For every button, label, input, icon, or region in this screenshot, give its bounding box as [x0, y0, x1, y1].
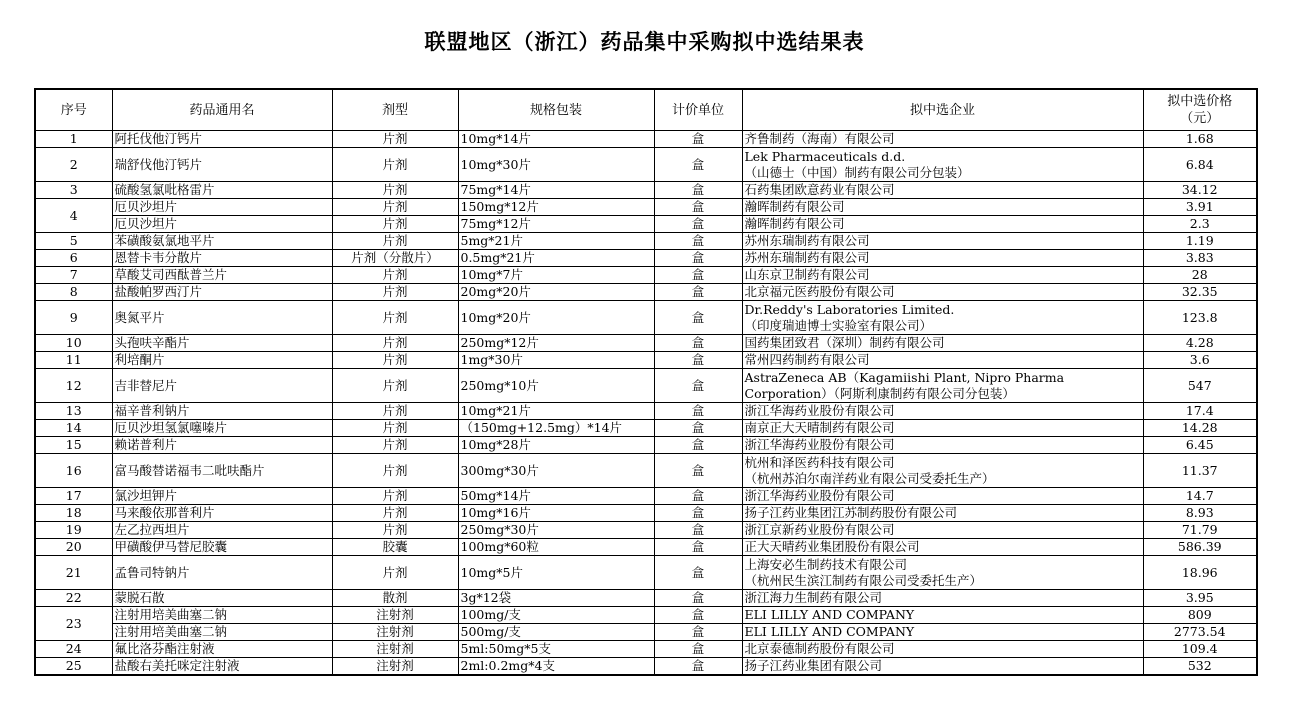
cell-price: 14.7 [1143, 488, 1257, 505]
company-line: 浙江华海药业股份有限公司 [744, 488, 895, 503]
cell-unit: 盒 [654, 539, 742, 556]
cell-unit: 盒 [654, 284, 742, 301]
cell-form: 注射剂 [332, 658, 458, 676]
cell-drug-name: 孟鲁司特钠片 [112, 556, 332, 590]
cell-unit: 盒 [654, 131, 742, 148]
cell-seq: 19 [35, 522, 112, 539]
table-row [35, 250, 1257, 267]
cell-unit: 盒 [654, 216, 742, 233]
cell-unit: 盒 [654, 658, 742, 676]
cell-price: 3.6 [1143, 352, 1257, 369]
cell-unit: 盒 [654, 301, 742, 335]
cell-company [742, 539, 1143, 556]
cell-form: 片剂 [332, 488, 458, 505]
cell-seq: 24 [35, 641, 112, 658]
table-row [35, 352, 1257, 369]
company-line: 常州四药制药有限公司 [744, 352, 870, 367]
cell-form: 片剂 [332, 267, 458, 284]
cell-spec: 1mg*30片 [458, 352, 654, 369]
cell-spec: 3g*12袋 [458, 590, 654, 607]
table-row [35, 556, 1257, 590]
cell-unit: 盒 [654, 624, 742, 641]
header-price-line2: （元） [1180, 111, 1220, 126]
cell-drug-name: 氟比洛芬酯注射液 [112, 641, 332, 658]
cell-seq: 2 [35, 148, 112, 182]
cell-company [742, 488, 1143, 505]
cell-spec: 20mg*20片 [458, 284, 654, 301]
cell-company [742, 522, 1143, 539]
cell-unit: 盒 [654, 505, 742, 522]
cell-spec: 250mg*12片 [458, 335, 654, 352]
cell-spec: 500mg/支 [458, 624, 654, 641]
table-row [35, 284, 1257, 301]
cell-seq: 21 [35, 556, 112, 590]
company-line: 齐鲁制药（海南）有限公司 [744, 131, 895, 146]
cell-price: 6.84 [1143, 148, 1257, 182]
cell-company [742, 420, 1143, 437]
cell-company [742, 624, 1143, 641]
cell-price: 1.68 [1143, 131, 1257, 148]
cell-price: 28 [1143, 267, 1257, 284]
table-row [35, 335, 1257, 352]
header-form: 剂型 [332, 89, 458, 131]
cell-seq: 13 [35, 403, 112, 420]
cell-drug-name: 注射用培美曲塞二钠 [112, 607, 332, 624]
cell-form: 片剂 [332, 199, 458, 216]
table-row [35, 131, 1257, 148]
table-row [35, 488, 1257, 505]
cell-form: 片剂 [332, 454, 458, 488]
cell-company [742, 267, 1143, 284]
company-line: 南京正大天晴制药有限公司 [744, 420, 895, 435]
cell-drug-name: 草酸艾司西酞普兰片 [112, 267, 332, 284]
cell-form: 注射剂 [332, 641, 458, 658]
table-row [35, 658, 1257, 676]
cell-drug-name: 厄贝沙坦氢氯噻嗪片 [112, 420, 332, 437]
cell-company [742, 658, 1143, 676]
cell-spec: 250mg*10片 [458, 369, 654, 403]
cell-spec: （150mg+12.5mg）*14片 [458, 420, 654, 437]
header-seq: 序号 [35, 89, 112, 131]
table-row [35, 148, 1257, 182]
cell-price: 109.4 [1143, 641, 1257, 658]
cell-drug-name: 吉非替尼片 [112, 369, 332, 403]
cell-spec: 5mg*21片 [458, 233, 654, 250]
cell-seq: 7 [35, 267, 112, 284]
cell-drug-name: 阿托伐他汀钙片 [112, 131, 332, 148]
cell-form: 片剂 [332, 148, 458, 182]
cell-drug-name: 苯磺酸氨氯地平片 [112, 233, 332, 250]
company-line: 瀚晖制药有限公司 [744, 199, 845, 214]
company-line: 苏州东瑞制药有限公司 [744, 250, 870, 265]
company-line: 北京泰德制药股份有限公司 [744, 641, 895, 656]
cell-price: 1.19 [1143, 233, 1257, 250]
cell-form: 片剂 [332, 131, 458, 148]
cell-drug-name: 盐酸帕罗西汀片 [112, 284, 332, 301]
cell-company [742, 335, 1143, 352]
header-price [1143, 89, 1257, 131]
table-row [35, 641, 1257, 658]
results-table [34, 88, 1258, 676]
company-line: 扬子江药业集团有限公司 [744, 658, 883, 673]
cell-form: 片剂 [332, 233, 458, 250]
company-line: 浙江华海药业股份有限公司 [744, 437, 895, 452]
cell-price: 123.8 [1143, 301, 1257, 335]
table-row [35, 216, 1257, 233]
cell-seq: 12 [35, 369, 112, 403]
cell-form: 片剂 [332, 301, 458, 335]
company-line: 扬子江药业集团江苏制药股份有限公司 [744, 505, 958, 520]
cell-company [742, 590, 1143, 607]
company-line: 苏州东瑞制药有限公司 [744, 233, 870, 248]
cell-spec: 10mg*20片 [458, 301, 654, 335]
cell-price: 4.28 [1143, 335, 1257, 352]
cell-unit: 盒 [654, 267, 742, 284]
cell-unit: 盒 [654, 403, 742, 420]
cell-drug-name: 左乙拉西坦片 [112, 522, 332, 539]
company-line-2: （山德士（中国）制药有限公司分包装） [744, 164, 970, 180]
company-line: ELI LILLY AND COMPANY [744, 607, 915, 622]
company-line: Lek Pharmaceuticals d.d. [744, 148, 906, 164]
cell-spec: 100mg/支 [458, 607, 654, 624]
cell-spec: 0.5mg*21片 [458, 250, 654, 267]
cell-unit: 盒 [654, 420, 742, 437]
company-line: Dr.Reddy's Laboratories Limited. [744, 301, 955, 317]
cell-price: 3.83 [1143, 250, 1257, 267]
cell-company [742, 641, 1143, 658]
cell-unit: 盒 [654, 199, 742, 216]
company-line: 浙江京新药业股份有限公司 [744, 522, 895, 537]
cell-drug-name: 厄贝沙坦片 [112, 199, 332, 216]
header-company: 拟中选企业 [742, 89, 1143, 131]
cell-form: 片剂 [332, 335, 458, 352]
cell-seq: 15 [35, 437, 112, 454]
cell-unit: 盒 [654, 437, 742, 454]
company-line-2: （印度瑞迪博士实验室有限公司） [744, 317, 933, 333]
company-line: ELI LILLY AND COMPANY [744, 624, 915, 639]
cell-seq: 9 [35, 301, 112, 335]
cell-price: 3.95 [1143, 590, 1257, 607]
cell-form: 注射剂 [332, 624, 458, 641]
company-line: 山东京卫制药有限公司 [744, 267, 870, 282]
cell-seq: 18 [35, 505, 112, 522]
table-row [35, 403, 1257, 420]
cell-spec: 150mg*12片 [458, 199, 654, 216]
cell-unit: 盒 [654, 488, 742, 505]
cell-drug-name: 蒙脱石散 [112, 590, 332, 607]
table-row [35, 420, 1257, 437]
cell-company [742, 233, 1143, 250]
cell-drug-name: 奥氮平片 [112, 301, 332, 335]
table-row [35, 505, 1257, 522]
cell-company [742, 199, 1143, 216]
cell-drug-name: 富马酸替诺福韦二吡呋酯片 [112, 454, 332, 488]
table-row [35, 182, 1257, 199]
cell-drug-name: 瑞舒伐他汀钙片 [112, 148, 332, 182]
cell-company [742, 216, 1143, 233]
cell-unit: 盒 [654, 590, 742, 607]
cell-spec: 100mg*60粒 [458, 539, 654, 556]
company-line: 北京福元医药股份有限公司 [744, 284, 895, 299]
company-line: 国药集团致君（深圳）制药有限公司 [744, 335, 945, 350]
cell-spec: 10mg*14片 [458, 131, 654, 148]
table-row [35, 624, 1257, 641]
cell-drug-name: 注射用培美曲塞二钠 [112, 624, 332, 641]
cell-form: 片剂 [332, 216, 458, 233]
cell-seq: 11 [35, 352, 112, 369]
cell-form: 胶囊 [332, 539, 458, 556]
header-unit: 计价单位 [654, 89, 742, 131]
cell-drug-name: 硫酸氢氯吡格雷片 [112, 182, 332, 199]
table-row [35, 607, 1257, 624]
header-price-line1: 拟中选价格 [1167, 94, 1233, 109]
table-body [35, 131, 1257, 676]
table-row [35, 233, 1257, 250]
cell-price: 18.96 [1143, 556, 1257, 590]
table-header-row [35, 89, 1257, 131]
cell-seq: 14 [35, 420, 112, 437]
cell-form: 散剂 [332, 590, 458, 607]
cell-price: 34.12 [1143, 182, 1257, 199]
cell-seq: 22 [35, 590, 112, 607]
cell-price: 71.79 [1143, 522, 1257, 539]
cell-company [742, 403, 1143, 420]
cell-price: 11.37 [1143, 454, 1257, 488]
cell-unit: 盒 [654, 148, 742, 182]
cell-form: 片剂 [332, 420, 458, 437]
cell-seq: 4 [35, 199, 112, 233]
table-row [35, 199, 1257, 216]
company-line: 浙江华海药业股份有限公司 [744, 403, 895, 418]
cell-company [742, 352, 1143, 369]
cell-unit: 盒 [654, 522, 742, 539]
cell-unit: 盒 [654, 607, 742, 624]
cell-spec: 75mg*14片 [458, 182, 654, 199]
cell-drug-name: 氯沙坦钾片 [112, 488, 332, 505]
cell-seq: 5 [35, 233, 112, 250]
cell-seq: 23 [35, 607, 112, 641]
cell-price: 586.39 [1143, 539, 1257, 556]
cell-price: 809 [1143, 607, 1257, 624]
cell-form: 片剂（分散片） [332, 250, 458, 267]
cell-spec: 10mg*28片 [458, 437, 654, 454]
cell-spec: 10mg*30片 [458, 148, 654, 182]
cell-drug-name: 甲磺酸伊马替尼胶囊 [112, 539, 332, 556]
cell-form: 注射剂 [332, 607, 458, 624]
cell-form: 片剂 [332, 369, 458, 403]
cell-seq: 1 [35, 131, 112, 148]
cell-drug-name: 利培酮片 [112, 352, 332, 369]
cell-unit: 盒 [654, 250, 742, 267]
cell-spec: 2ml:0.2mg*4支 [458, 658, 654, 676]
cell-price: 14.28 [1143, 420, 1257, 437]
cell-seq: 10 [35, 335, 112, 352]
cell-spec: 50mg*14片 [458, 488, 654, 505]
cell-price: 2773.54 [1143, 624, 1257, 641]
table-row [35, 301, 1257, 335]
table-row [35, 369, 1257, 403]
table-row [35, 590, 1257, 607]
cell-unit: 盒 [654, 454, 742, 488]
company-line: 上海安必生制药技术有限公司 [744, 556, 908, 572]
cell-drug-name: 头孢呋辛酯片 [112, 335, 332, 352]
cell-drug-name: 福辛普利钠片 [112, 403, 332, 420]
cell-drug-name: 赖诺普利片 [112, 437, 332, 454]
cell-spec: 5ml:50mg*5支 [458, 641, 654, 658]
cell-company [742, 437, 1143, 454]
cell-company [742, 182, 1143, 199]
cell-company [742, 454, 1143, 488]
table-row [35, 454, 1257, 488]
cell-seq: 17 [35, 488, 112, 505]
cell-unit: 盒 [654, 335, 742, 352]
cell-spec: 10mg*21片 [458, 403, 654, 420]
cell-company [742, 301, 1143, 335]
cell-price: 17.4 [1143, 403, 1257, 420]
cell-price: 2.3 [1143, 216, 1257, 233]
cell-company [742, 369, 1143, 403]
cell-price: 3.91 [1143, 199, 1257, 216]
cell-price: 547 [1143, 369, 1257, 403]
header-spec: 规格包装 [458, 89, 654, 131]
cell-drug-name: 厄贝沙坦片 [112, 216, 332, 233]
cell-unit: 盒 [654, 352, 742, 369]
company-line-2: （杭州民生滨江制药有限公司受委托生产） [744, 572, 983, 588]
cell-unit: 盒 [654, 556, 742, 590]
cell-spec: 300mg*30片 [458, 454, 654, 488]
cell-form: 片剂 [332, 505, 458, 522]
cell-form: 片剂 [332, 556, 458, 590]
cell-unit: 盒 [654, 233, 742, 250]
cell-seq: 6 [35, 250, 112, 267]
cell-company [742, 556, 1143, 590]
cell-form: 片剂 [332, 284, 458, 301]
cell-form: 片剂 [332, 182, 458, 199]
cell-company [742, 131, 1143, 148]
cell-form: 片剂 [332, 522, 458, 539]
cell-form: 片剂 [332, 403, 458, 420]
company-line: AstraZeneca AB（Kagamiishi Plant, Nipro Pharma [744, 369, 1065, 385]
page-title: 联盟地区（浙江）药品集中采购拟中选结果表 [424, 30, 865, 54]
cell-spec: 10mg*5片 [458, 556, 654, 590]
cell-price: 32.35 [1143, 284, 1257, 301]
cell-unit: 盒 [654, 641, 742, 658]
cell-seq: 20 [35, 539, 112, 556]
cell-company [742, 250, 1143, 267]
cell-seq: 8 [35, 284, 112, 301]
company-line-2: Corporation）（阿斯利康制药有限公司分包装） [744, 385, 1015, 401]
cell-company [742, 148, 1143, 182]
table-row [35, 267, 1257, 284]
cell-company [742, 607, 1143, 624]
cell-company [742, 505, 1143, 522]
company-line: 石药集团欧意药业有限公司 [744, 182, 895, 197]
header-name: 药品通用名 [112, 89, 332, 131]
cell-spec: 250mg*30片 [458, 522, 654, 539]
cell-seq: 25 [35, 658, 112, 676]
company-line: 浙江海力生制药有限公司 [744, 590, 883, 605]
company-line-2: （杭州苏泊尔南洋药业有限公司受委托生产） [744, 470, 995, 486]
cell-unit: 盒 [654, 369, 742, 403]
cell-drug-name: 马来酸依那普利片 [112, 505, 332, 522]
cell-spec: 10mg*16片 [458, 505, 654, 522]
table-row [35, 522, 1257, 539]
cell-seq: 3 [35, 182, 112, 199]
cell-price: 532 [1143, 658, 1257, 676]
company-line: 瀚晖制药有限公司 [744, 216, 845, 231]
cell-spec: 75mg*12片 [458, 216, 654, 233]
cell-drug-name: 盐酸右美托咪定注射液 [112, 658, 332, 676]
cell-unit: 盒 [654, 182, 742, 199]
cell-form: 片剂 [332, 352, 458, 369]
cell-seq: 16 [35, 454, 112, 488]
cell-form: 片剂 [332, 437, 458, 454]
cell-price: 8.93 [1143, 505, 1257, 522]
cell-price: 6.45 [1143, 437, 1257, 454]
company-line: 杭州和泽医药科技有限公司 [744, 454, 895, 470]
cell-spec: 10mg*7片 [458, 267, 654, 284]
company-line: 正大天晴药业集团股份有限公司 [744, 539, 920, 554]
cell-company [742, 284, 1143, 301]
cell-drug-name: 恩替卡韦分散片 [112, 250, 332, 267]
table-row [35, 437, 1257, 454]
table-row [35, 539, 1257, 556]
